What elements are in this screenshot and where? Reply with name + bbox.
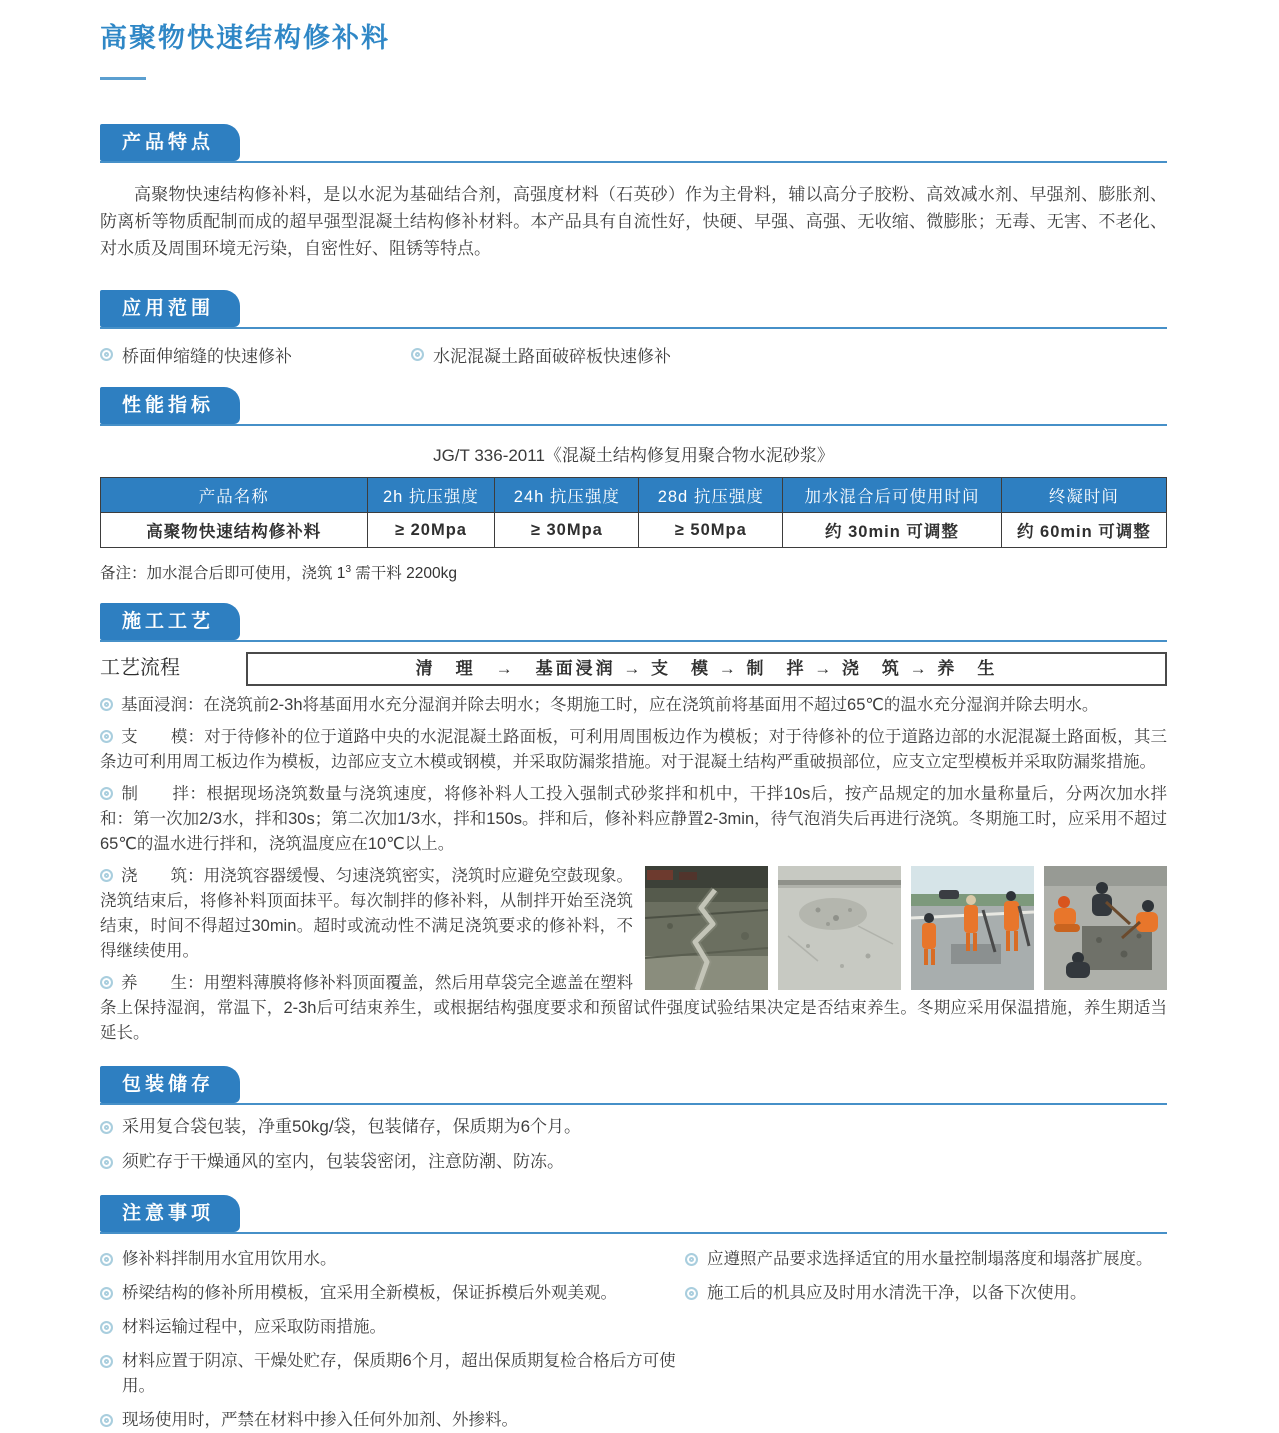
- ring-bullet-icon: [100, 1321, 113, 1334]
- table-cell: 约 60min 可调整: [1001, 513, 1166, 548]
- ring-bullet-icon: [100, 1156, 113, 1169]
- process-step: [100, 864, 1167, 964]
- application-label: 水泥混凝土路面破碎板快速修补: [433, 347, 671, 366]
- process-flow-row: [100, 652, 1167, 686]
- ring-bullet-icon: [100, 1253, 113, 1266]
- note-text: 修补料拌制用水宜用饮用水。: [122, 1250, 337, 1268]
- note-text: 应遵照产品要求选择适宜的用水量控制塌落度和塌落扩展度。: [707, 1250, 1153, 1268]
- table-row: [101, 513, 1167, 548]
- ring-bullet-icon: [100, 730, 113, 743]
- photo-workers-road: [911, 866, 1034, 990]
- ring-bullet-icon: [100, 348, 113, 361]
- ring-bullet-icon: [100, 698, 113, 711]
- packaging-text: 须贮存于干燥通风的室内，包装袋密闭，注意防潮、防冻。: [122, 1152, 564, 1171]
- site-photo-strip: [645, 866, 1167, 990]
- application-item: [100, 342, 411, 367]
- performance-table: [100, 477, 1167, 548]
- note-text: 材料运输过程中，应采取防雨措施。: [122, 1318, 386, 1336]
- ring-bullet-icon: [685, 1253, 698, 1266]
- section-header-features: [100, 124, 1167, 163]
- note-text: 材料应置于阴凉、干燥处贮存，保质期6个月，超出保质期复检合格后方可使用。: [122, 1352, 676, 1395]
- section-header-performance: [100, 387, 1167, 426]
- process-step: [100, 782, 1167, 857]
- page-title: 高聚物快速结构修补料: [100, 23, 390, 53]
- footnote-superscript: 3: [345, 563, 351, 575]
- features-paragraph: 高聚物快速结构修补料，是以水泥为基础结合剂，高强度材料（石英砂）作为主骨料，辅以高分子胶粉、高效减水剂、早强剂、膨胀剂、防离析等物质配制而成的超早强型混凝土结构修补材料。本产品具有自流性好，快硬、早强、高强、无收缩、微膨胀；无毒、无害、不老化、对水质及周围环境无污染，自密性好、阻锈等特点。: [100, 185, 1167, 258]
- note-item: [685, 1247, 1167, 1272]
- table-footnote: [100, 561, 1167, 583]
- step-text: 制 拌：根据现场浇筑数量与浇筑速度，将修补料人工投入强制式砂浆拌和机中，干拌10s后，按产品规定的加水量称量后，分两次加水拌和：第一次加2/3水，拌和30s；第二次加1/3水，拌和150s。拌和后，修补料应静置2-3min，待气泡消失后再进行浇筑。冬期施工时，应采用不超过65℃的温水进行拌和，浇筑温度应在10℃以上。: [100, 785, 1167, 853]
- flow-label: 工艺流程: [100, 657, 180, 679]
- step-text: 支 模：对于待修补的位于道路中央的水泥混凝土路面板，可利用周围板边作为模板；对于待修补的位于道路边部的水泥混凝土路面板，其三条边可利用周工板边作为模板，边部应支立木模或钢模，并采取防漏浆措施。对于混凝土结构严重破损部位，应支立定型模板并采取防漏浆措施。: [100, 728, 1167, 771]
- note-item: [100, 1281, 685, 1306]
- footnote-text: 备注：加水混合后即可使用，浇筑 1: [100, 565, 346, 582]
- step-text: 基面浸润：在浇筑前2-3h将基面用水充分湿润并除去明水；冬期施工时，应在浇筑前将基面用不超过65℃的温水充分湿润并除去明水。: [121, 696, 1099, 714]
- section-badge-process: 施工工艺: [100, 603, 240, 640]
- note-text: 桥梁结构的修补所用模板，宜采用全新模板，保证拆模后外观美观。: [122, 1284, 617, 1302]
- ring-bullet-icon: [100, 1287, 113, 1300]
- section-header-notes: [100, 1195, 1167, 1234]
- notes-right-column: [685, 1238, 1167, 1433]
- packaging-item: [100, 1149, 1167, 1175]
- ring-bullet-icon: [100, 869, 113, 882]
- step-text: 浇 筑：用浇筑容器缓慢、匀速浇筑密实，浇筑时应避免空鼓现象。浇筑结束后，将修补料顶面抹平。每次制拌的修补料，从制拌开始至浇筑结束，时间不得超过30min。超时或流动性不满足浇筑要求的修补料，不得继续使用。: [100, 867, 633, 960]
- ring-bullet-icon: [100, 787, 113, 800]
- note-item: [100, 1247, 685, 1272]
- column-header: 终凝时间: [1001, 478, 1166, 513]
- ring-bullet-icon: [100, 1414, 113, 1427]
- photo-cracked-pavement: [645, 866, 768, 990]
- section-header-packaging: [100, 1066, 1167, 1105]
- column-header: 28d 抗压强度: [639, 478, 783, 513]
- ring-bullet-icon: [100, 976, 113, 989]
- ring-bullet-icon: [411, 348, 424, 361]
- note-text: 现场使用时，严禁在材料中掺入任何外加剂、外掺料。: [122, 1411, 518, 1429]
- column-header: 2h 抗压强度: [367, 478, 495, 513]
- section-header-applications: [100, 290, 1167, 329]
- column-header: 24h 抗压强度: [495, 478, 639, 513]
- note-item: [685, 1281, 1167, 1306]
- packaging-item: [100, 1114, 1167, 1140]
- ring-bullet-icon: [100, 1121, 113, 1134]
- photo-workers-patch: [1044, 866, 1167, 990]
- column-header: 加水混合后可使用时间: [783, 478, 1002, 513]
- applications-list: [100, 342, 1167, 367]
- table-cell-product-name: 高聚物快速结构修补料: [101, 513, 368, 548]
- section-badge-features: 产品特点: [100, 124, 240, 161]
- notes-left-column: [100, 1238, 685, 1433]
- photo-broken-slab: [778, 866, 901, 990]
- step-text: 养 生：用塑料薄膜将修补料顶面覆盖，然后用草袋完全遮盖在塑料条上保持湿润，常温下，2-3h后可结束养生，或根据结构强度要求和预留试件强度试验结果决定是否结束养生。冬期应采用保温措施，养生期适当延长。: [100, 974, 1167, 1042]
- packaging-text: 采用复合袋包装，净重50kg/袋，包装储存，保质期为6个月。: [122, 1117, 582, 1136]
- flow-diagram-box: 清 理 → 基面浸润 → 支 模 → 制 拌 → 浇 筑 → 养 生: [246, 652, 1167, 686]
- application-item: [411, 342, 671, 367]
- table-cell: ≥ 50Mpa: [639, 513, 783, 548]
- application-label: 桥面伸缩缝的快速修补: [122, 347, 292, 366]
- section-badge-notes: 注意事项: [100, 1195, 240, 1232]
- ring-bullet-icon: [100, 1355, 113, 1368]
- process-step: [100, 693, 1167, 718]
- ring-bullet-icon: [685, 1287, 698, 1300]
- table-header-row: [101, 478, 1167, 513]
- process-step: [100, 725, 1167, 775]
- standard-reference: JG/T 336-2011《混凝土结构修复用聚合物水泥砂浆》: [433, 446, 834, 465]
- title-underline: [100, 77, 146, 80]
- table-cell: ≥ 20Mpa: [367, 513, 495, 548]
- note-item: [100, 1408, 685, 1433]
- column-header: 产品名称: [101, 478, 368, 513]
- section-badge-applications: 应用范围: [100, 290, 240, 327]
- note-text: 施工后的机具应及时用水清洗干净，以备下次使用。: [707, 1284, 1087, 1302]
- section-badge-packaging: 包装储存: [100, 1066, 240, 1103]
- section-header-process: [100, 603, 1167, 642]
- note-item: [100, 1315, 685, 1340]
- product-datasheet: [100, 0, 1167, 1433]
- table-cell: 约 30min 可调整: [783, 513, 1002, 548]
- section-badge-performance: 性能指标: [100, 387, 240, 424]
- footnote-text: 需干料 2200kg: [351, 565, 457, 582]
- notes-columns: [100, 1238, 1167, 1433]
- note-item: [100, 1349, 685, 1399]
- table-cell: ≥ 30Mpa: [495, 513, 639, 548]
